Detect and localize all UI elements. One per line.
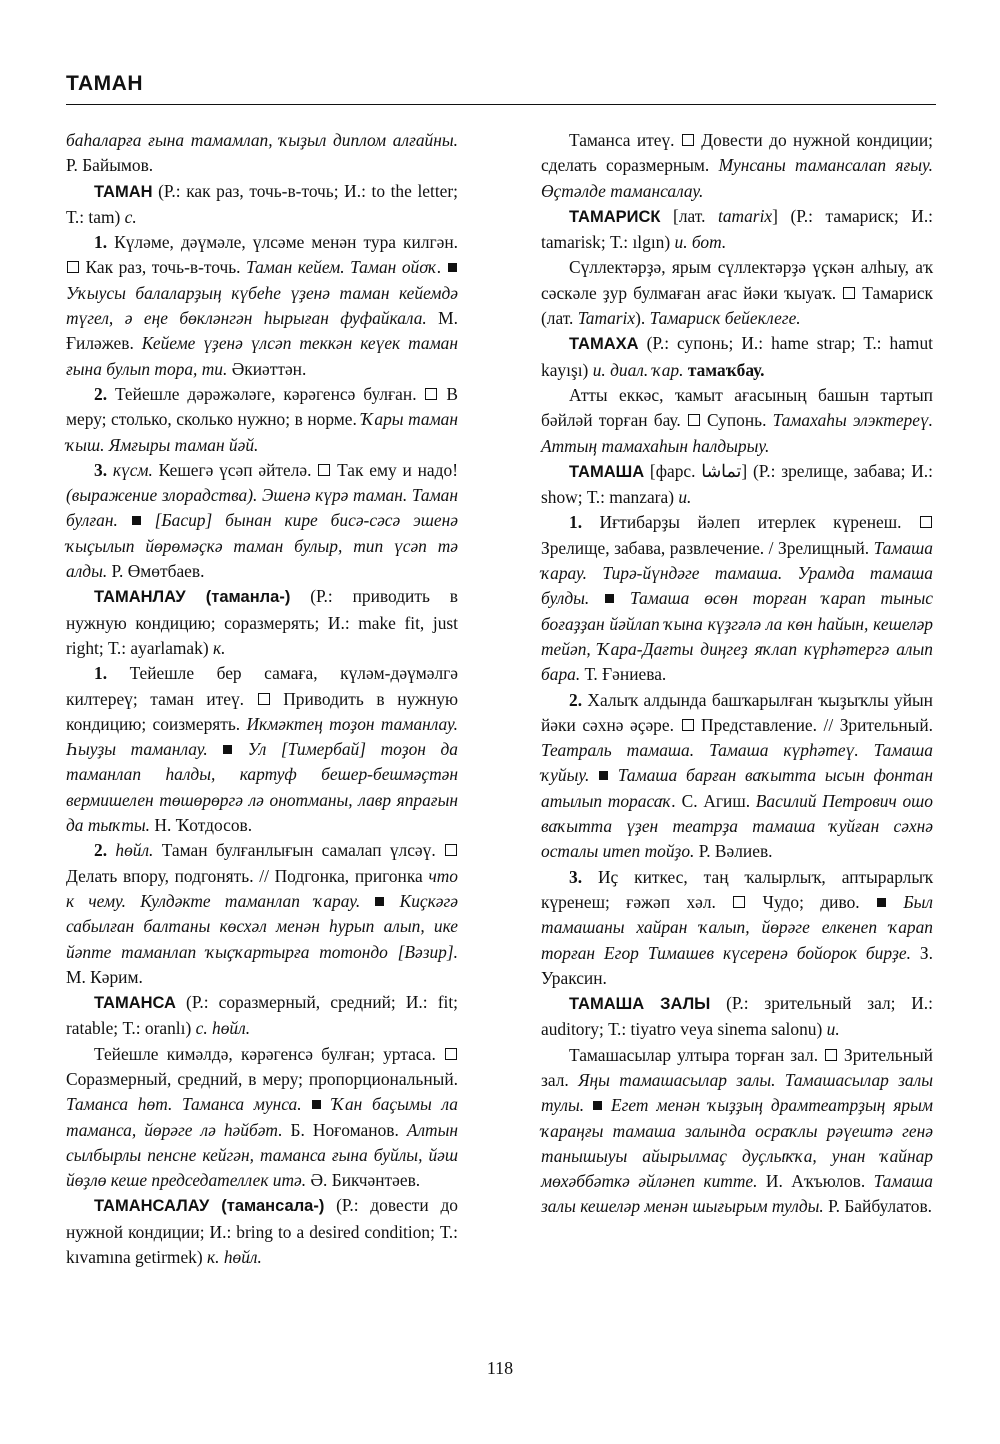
text-run: Ҡан баҫымы ла таманса, йөрәге лә һәйбәт. [66,1094,458,1140]
text-run: Тамаша өсөн торған ҡарап тыныс боғаҙҙан йәйлап ҡына күҙгәлә ла көн һайын, кешеләр тейәп, Ҡара-Дағты диңгеҙ яҡлап күрһәтергә алып бара. [541,588,933,685]
example-square-icon [599,771,608,780]
text-run: Делать впору, подгонять. // Подгонка, пригонка [66,865,429,886]
text-run: Супонь. [700,410,773,431]
text-run: Василий Петрович ошо ваҡытта үҙен театрҙа тамаша ҡуйған сәхнә осталы итеп тойҙо. [541,790,933,862]
translation-box-icon [688,414,700,426]
example-square-icon [593,1101,602,1110]
text-run: һөйл. [107,840,154,861]
header-rule [66,104,936,105]
text-run: Таман кейем. Таман ойоҡ. [246,257,442,278]
text-run: с. һөйл. [195,1018,251,1039]
text-run: Как раз, точь-в-точь. [80,257,247,278]
text-run: и. бот. [674,232,727,253]
text-run: Киҫкәгә сабылған балтаны көсхәл менән һурып алып, ике йәпте таманлап ҡыҫҡартырға тотондо [Вәзир]. [66,890,458,962]
running-head: ТАМАН [66,72,143,95]
headword: ТАМАХА [569,335,639,354]
text-run: Тейешле дәрәжәләге, кәрәгенсә булған. [107,383,425,404]
translation-box-icon [318,464,330,476]
headword: ТАМАША [569,462,645,481]
text-run: Так ему и надо! [331,459,458,480]
text-run: (Р.: супонь; И.: hame strap; Т.: hamut kayışı) [541,333,933,380]
text-run: Таманса итеү. [569,130,681,150]
text-run: Тамаша барған ваҡытта ысын фонтан атылып торасаҡ. [541,765,934,811]
text-run: Р. Байымов. [66,155,154,176]
text-run: Тамаша ҡарау. Тирә-йүндәге тамаша. Урамда тамаша булды. [541,537,933,609]
text-run: Алтын сылбырлы пенсне кейгән, таманса ғына буйлы, йәш йөҙлө кеше председателлек итә. [66,1119,459,1191]
text-run: Уҡыусы балаларҙың күбеһе үҙенә таман кейемдә түгел, ә еңе бөкләнгән һырыған фуфайкала. [66,282,458,329]
entry-tamansalau [66,1193,458,1270]
text-run: Н. Ҡотдосов. [150,815,253,836]
translation-box-icon [733,896,745,908]
headword: ТАМАША ЗАЛЫ [569,995,711,1014]
translation-box-icon [920,516,932,528]
text-run: Тамариск бейеклеге. [649,308,801,329]
example-square-icon [223,745,232,754]
headword: ТАМАН [94,182,153,201]
headword: ТАМАНЛАУ (таманла-) [94,588,291,607]
text-run: Театраль тамаша. Тамаша күрһәтеү. Тамаша ҡуйыу. [541,740,933,786]
text-run: [Басир] бынан кире бисә-сәсә эшенә ҡыҫылып йөрөмәҫкә таман булыр, тип үсәп тә алды. [66,510,458,582]
sense [66,382,458,458]
text-run: 2. [569,689,583,710]
text-run: В меру; столько, сколько нужно; в норме. [66,383,459,430]
sense [541,510,933,687]
right-column [541,128,933,1220]
text-run: [фарс. [644,460,702,481]
text-run: и. [678,487,692,508]
example-square-icon [132,516,141,525]
entry-tamansa [66,990,458,1042]
text-run: Таман булғанлығын самалап үлсәү. [153,840,444,861]
text-run: (Р.: зрительный зал; И.: auditory; Т.: tiyatro veya sinema salonu) [541,993,933,1040]
entry-tamarisk [541,204,933,256]
text-run: баһаларға ғына тамамлап, ҡыҙыл диплом алғайны. [66,130,458,150]
sense [541,1043,933,1220]
text-run: 3. [569,866,583,887]
text-run: 1. [569,512,583,533]
text-run: Был тамашаны хайран ҡалып, йөрәге елкенеп ҡарап торған Егор Тимашев күсеренә бойорок бирҙе. [541,891,933,963]
example-square-icon [312,1100,321,1109]
translation-box-icon [843,287,855,299]
translation-box-icon [425,388,437,400]
translation-box-icon [682,134,694,146]
text-run: И. Аҡъюлов. [757,1171,874,1192]
text-run: М. Кәрим. [66,966,143,987]
text-run: Тамариск (лат. [541,282,933,329]
entry-continuation [66,128,458,179]
text-run: С. Агиш. [675,790,756,811]
text-run: күсм. [107,459,153,480]
sense [66,458,458,584]
sense [541,255,933,331]
text-run: Иғтибарҙы йәлеп итерлек күренеш. [582,512,919,533]
text-run: Тейешле бер самаға, күләм-дәүмәлгә килтереү; таман итеү. [66,663,458,709]
text-run: tamarix [718,205,773,226]
text-run: 1. [94,663,108,684]
text-run: Ҡары таман ҡыш. Ямғыры таман йәй. [66,409,458,455]
text-run: Зрелище, забава, развлечение. / Зрелищный. [541,537,874,558]
text-run: ] (Р.: тамариск; И.: tamarisk; Т.: ılgın) [541,205,933,253]
example-square-icon [375,897,384,906]
text-run: Ә. Бикчәнтәев. [306,1170,421,1191]
text-run: З. Ураксин. [541,942,933,988]
text-run: с. [124,206,137,227]
text-run: [лат. [660,205,719,226]
translation-box-icon [445,844,457,856]
text-run: М. Ғиләжев. [66,308,458,354]
example-square-icon [877,898,886,907]
text-run: Кешегә үсәп әйтелә. [152,459,318,480]
text-run: Әкиәттән. [227,358,307,379]
sense [66,838,458,990]
headword: ТАМАРИСК [569,207,661,226]
text-run: тамаҡбау. [683,359,765,380]
text-run: Чудо; диво. [746,891,876,912]
entry-tamanlau [66,584,458,661]
text-run: к. [213,637,226,658]
sense [541,128,933,204]
text-run: Яңы тамашасылар залы. Тамашасылар залы тулы. [541,1069,933,1116]
text-run: تماشا [701,460,742,481]
text-run: Представление. // Зрительный. [694,714,933,735]
sense [541,688,933,865]
headword: ТАМАНСА [94,994,176,1013]
text-run: (выражение злорадства). Эшенә күрә таман. Таман булған. [66,485,458,531]
text-run: 2. [94,383,108,404]
text-run: Тамаша залы кешеләр менән шығырым тулды. [541,1171,933,1217]
text-run: что к чему. Кулдәкте таманлап ҡарау. [66,865,458,911]
left-column [66,128,458,1270]
text-run: (Р.: довести до нужной кондиции; И.: bring to a desired condition; Т.: kıvamına getirmek) [66,1195,458,1268]
text-run: 3. [94,459,108,480]
text-run: Таманса һөт. Таманса мунса. [66,1094,302,1115]
translation-box-icon [682,719,694,731]
text-run: Иҫ киткес, таң ҡалырлыҡ, аптырарлыҡ күренеш; ғәжәп хәл. [541,866,933,912]
text-run: 2. [94,840,108,861]
sense [541,865,933,991]
entry-tamasha-zaly [541,991,933,1043]
example-square-icon [448,263,457,272]
text-run: Икмәктең тоҙон таманлау. Һыуҙы таманлау. [66,713,458,760]
text-run: (Р.: соразмерный, средний; И.: fit; ratable; Т.: oranlı) [66,992,458,1039]
translation-box-icon [825,1049,837,1061]
page-number: 118 [486,1358,514,1378]
text-run: и. диал. ҡар. [592,359,684,380]
text-run: 1. [94,232,108,253]
text-run: Кейеме үҙенә үлсәп теккән кеүек таман ғына булып тора, ти. [66,333,458,379]
text-run: Соразмерный, средний, в меру; пропорциональный. [66,1068,458,1089]
sense [66,230,458,382]
translation-box-icon [258,693,270,705]
text-run: Довести до нужной кондиции; сделать соразмерным. [541,130,933,176]
text-run: Зрительный зал. [541,1044,933,1090]
text-run: Мунсаны тамансалап яғыу. Өҫтәлде тамансалау. [541,155,933,201]
entry-tamasha [541,459,933,511]
text-run: к. һөйл. [207,1247,262,1268]
text-run: Тейешле кимәлдә, кәрәгенсә булған; уртаса. [94,1043,444,1064]
text-run: Егет менән ҡыҙҙың драмтеатрҙың ярым ҡараңғы тамаша залында осраҡлы рәүештә генә танышыуы айырылмаҫ дуҫлыҡҡа, унан ҡайнар мөхәббәткә әйләнеп китте. [541,1095,933,1192]
sense [66,661,458,838]
text-run: Б. Ноғоманов. [282,1119,407,1140]
text-run: Р. Өмөтбаев. [107,561,205,582]
text-run: Тамахаһы элэктерeү. Аттың тамахаһын һалдырыу. [541,410,933,456]
headword: ТАМАНСАЛАУ (тамансала-) [94,1197,325,1216]
example-square-icon [605,594,614,603]
text-run: Тамашасылар ултыра торған зал. [569,1044,825,1065]
sense [541,383,933,459]
text-run: Р. Вәлиев. [694,841,773,862]
sense [66,1042,458,1194]
text-run: Т. Ғәниева. [580,664,667,685]
text-run: (Р.: как раз, точь-в-точь; И.: to the letter; Т.: tam) [66,180,458,227]
translation-box-icon [67,261,79,273]
translation-box-icon [445,1048,457,1060]
entry-taman [66,179,458,231]
text-run: ). [635,308,650,329]
entry-tamakha [541,331,933,383]
text-run: Халыҡ алдында башҡарылған ҡыҙыҡлы уйын йәки сәхнә әҫәре. [541,689,933,735]
text-run: Атты еккәс, ҡамыт ағасының башын тартып бәйләй торған бау. [541,384,933,431]
text-run: Приводить в нужную кондицию; соизмерять. [66,688,458,734]
text-run: Сүллектәрҙә, ярым сүллектәрҙә үҫкән алһыу, аҡ сәскәле ҙур булмаған ағас йәки ҡыуаҡ. [541,257,933,303]
text-run: ] (Р.: зрелище, забава; И.: show; Т.: manzara) [541,460,933,508]
text-run: (Р.: приводить в нужную кондицию; соразмерять; И.: make fit, just right; Т.: ayarlamak) [66,586,458,658]
text-run: Күләме, дәүмәле, үлсәме менән тура килгән. [107,232,458,253]
text-run: и. [826,1019,840,1040]
text-run: Tamarix [577,308,636,329]
text-run: Р. Байбулатов. [823,1196,933,1217]
text-run: Ул [Тимербай] тоҙон да таманлап һалды, картуф бешер-бешмәҫтән вермишелен төшөрөргә лә онотманы, лавр япрағын да тыҡты. [66,739,458,836]
